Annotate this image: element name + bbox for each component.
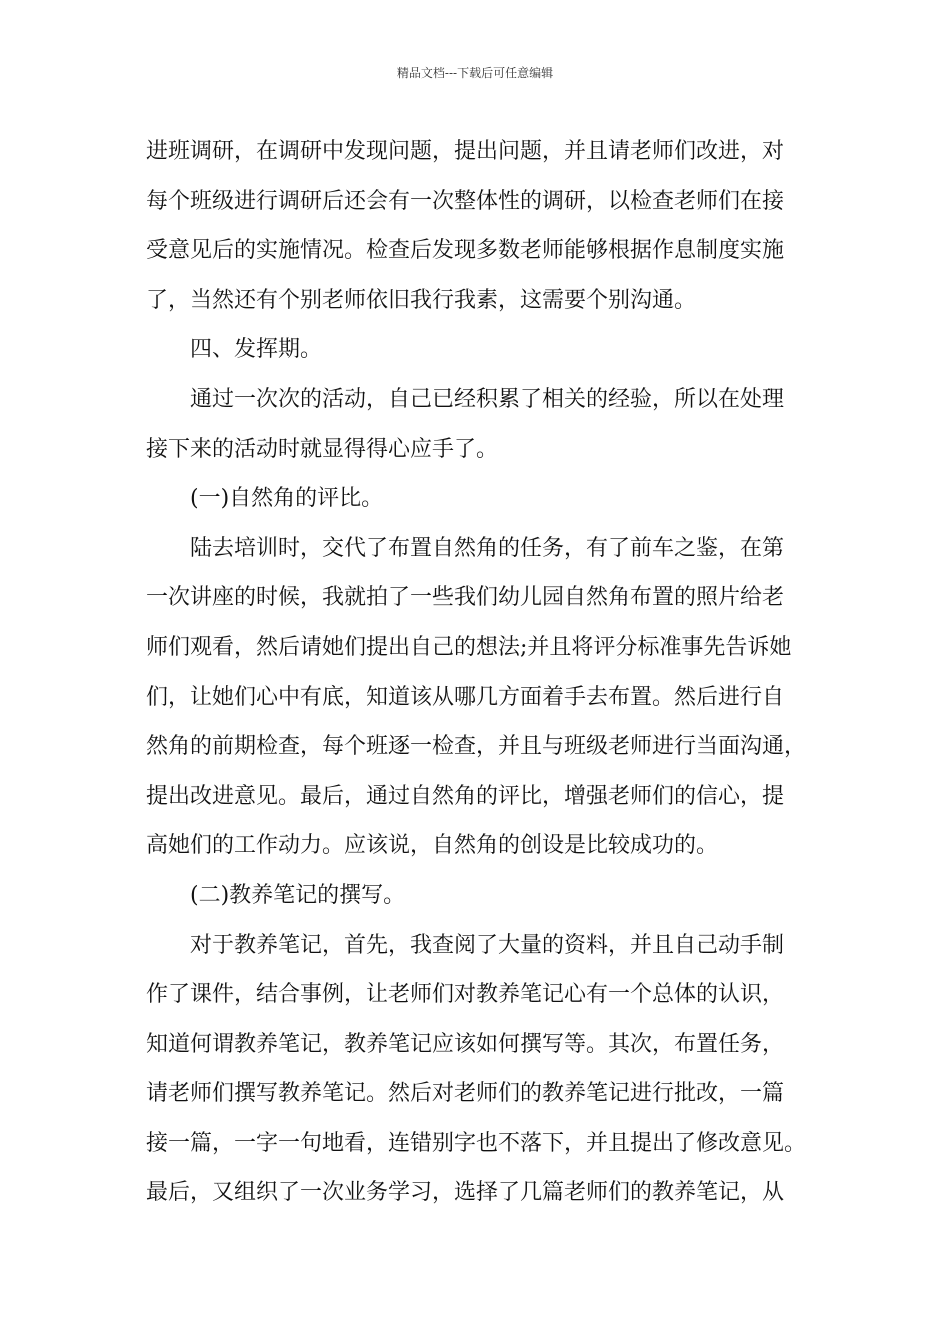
subsection-heading: (一)自然角的评比。: [190, 486, 384, 512]
paragraph-line: 师们观看，然后请她们提出自己的想法;并且将评分标准事先告诉她: [146, 634, 792, 660]
page-header: 精品文档---下载后可任意编辑: [396, 66, 554, 80]
paragraph-line: 请老师们撰写教养笔记。然后对老师们的教养笔记进行批改，一篇: [146, 1081, 785, 1107]
paragraph-line: 接一篇，一字一句地看，连错别字也不落下，并且提出了修改意见。: [146, 1130, 807, 1156]
paragraph-line: 陆去培训时，交代了布置自然角的任务，有了前车之鉴，在第: [190, 535, 785, 561]
paragraph-line: 通过一次次的活动，自己已经积累了相关的经验，所以在处理: [190, 386, 785, 412]
paragraph-line: 高她们的工作动力。应该说，自然角的创设是比较成功的。: [146, 833, 719, 859]
paragraph-line: 提出改进意见。最后，通过自然角的评比，增强老师们的信心，提: [146, 783, 785, 809]
paragraph-line: 进班调研，在调研中发现问题，提出问题，并且请老师们改进，对: [146, 139, 785, 164]
paragraph-line: 接下来的活动时就显得得心应手了。: [146, 436, 499, 462]
subsection-heading: (二)教养笔记的撰写。: [190, 882, 406, 908]
paragraph-line: 一次讲座的时候，我就拍了一些我们幼儿园自然角布置的照片给老: [146, 585, 785, 611]
paragraph-line: 知道何谓教养笔记，教养笔记应该如何撰写等。其次，布置任务，: [146, 1031, 785, 1057]
paragraph-line: 对于教养笔记，首先，我查阅了大量的资料，并且自己动手制: [190, 932, 785, 958]
paragraph-line: 每个班级进行调研后还会有一次整体性的调研，以检查老师们在接: [146, 188, 785, 214]
paragraph-line: 了，当然还有个别老师依旧我行我素，这需要个别沟通。: [146, 287, 697, 313]
paragraph-line: 作了课件，结合事例，让老师们对教养笔记心有一个总体的认识，: [146, 982, 785, 1008]
paragraph-line: 受意见后的实施情况。检查后发现多数老师能够根据作息制度实施: [146, 238, 785, 264]
section-heading: 四、发挥期。: [190, 337, 323, 363]
paragraph-line: 最后，又组织了一次业务学习，选择了几篇老师们的教养笔记，从: [146, 1180, 785, 1206]
document-body: [146, 127, 826, 1218]
paragraph-line: 们，让她们心中有底，知道该从哪几方面着手去布置。然后进行自: [146, 684, 785, 710]
paragraph-line: 然角的前期检查，每个班逐一检查，并且与班级老师进行当面沟通，: [146, 734, 807, 760]
